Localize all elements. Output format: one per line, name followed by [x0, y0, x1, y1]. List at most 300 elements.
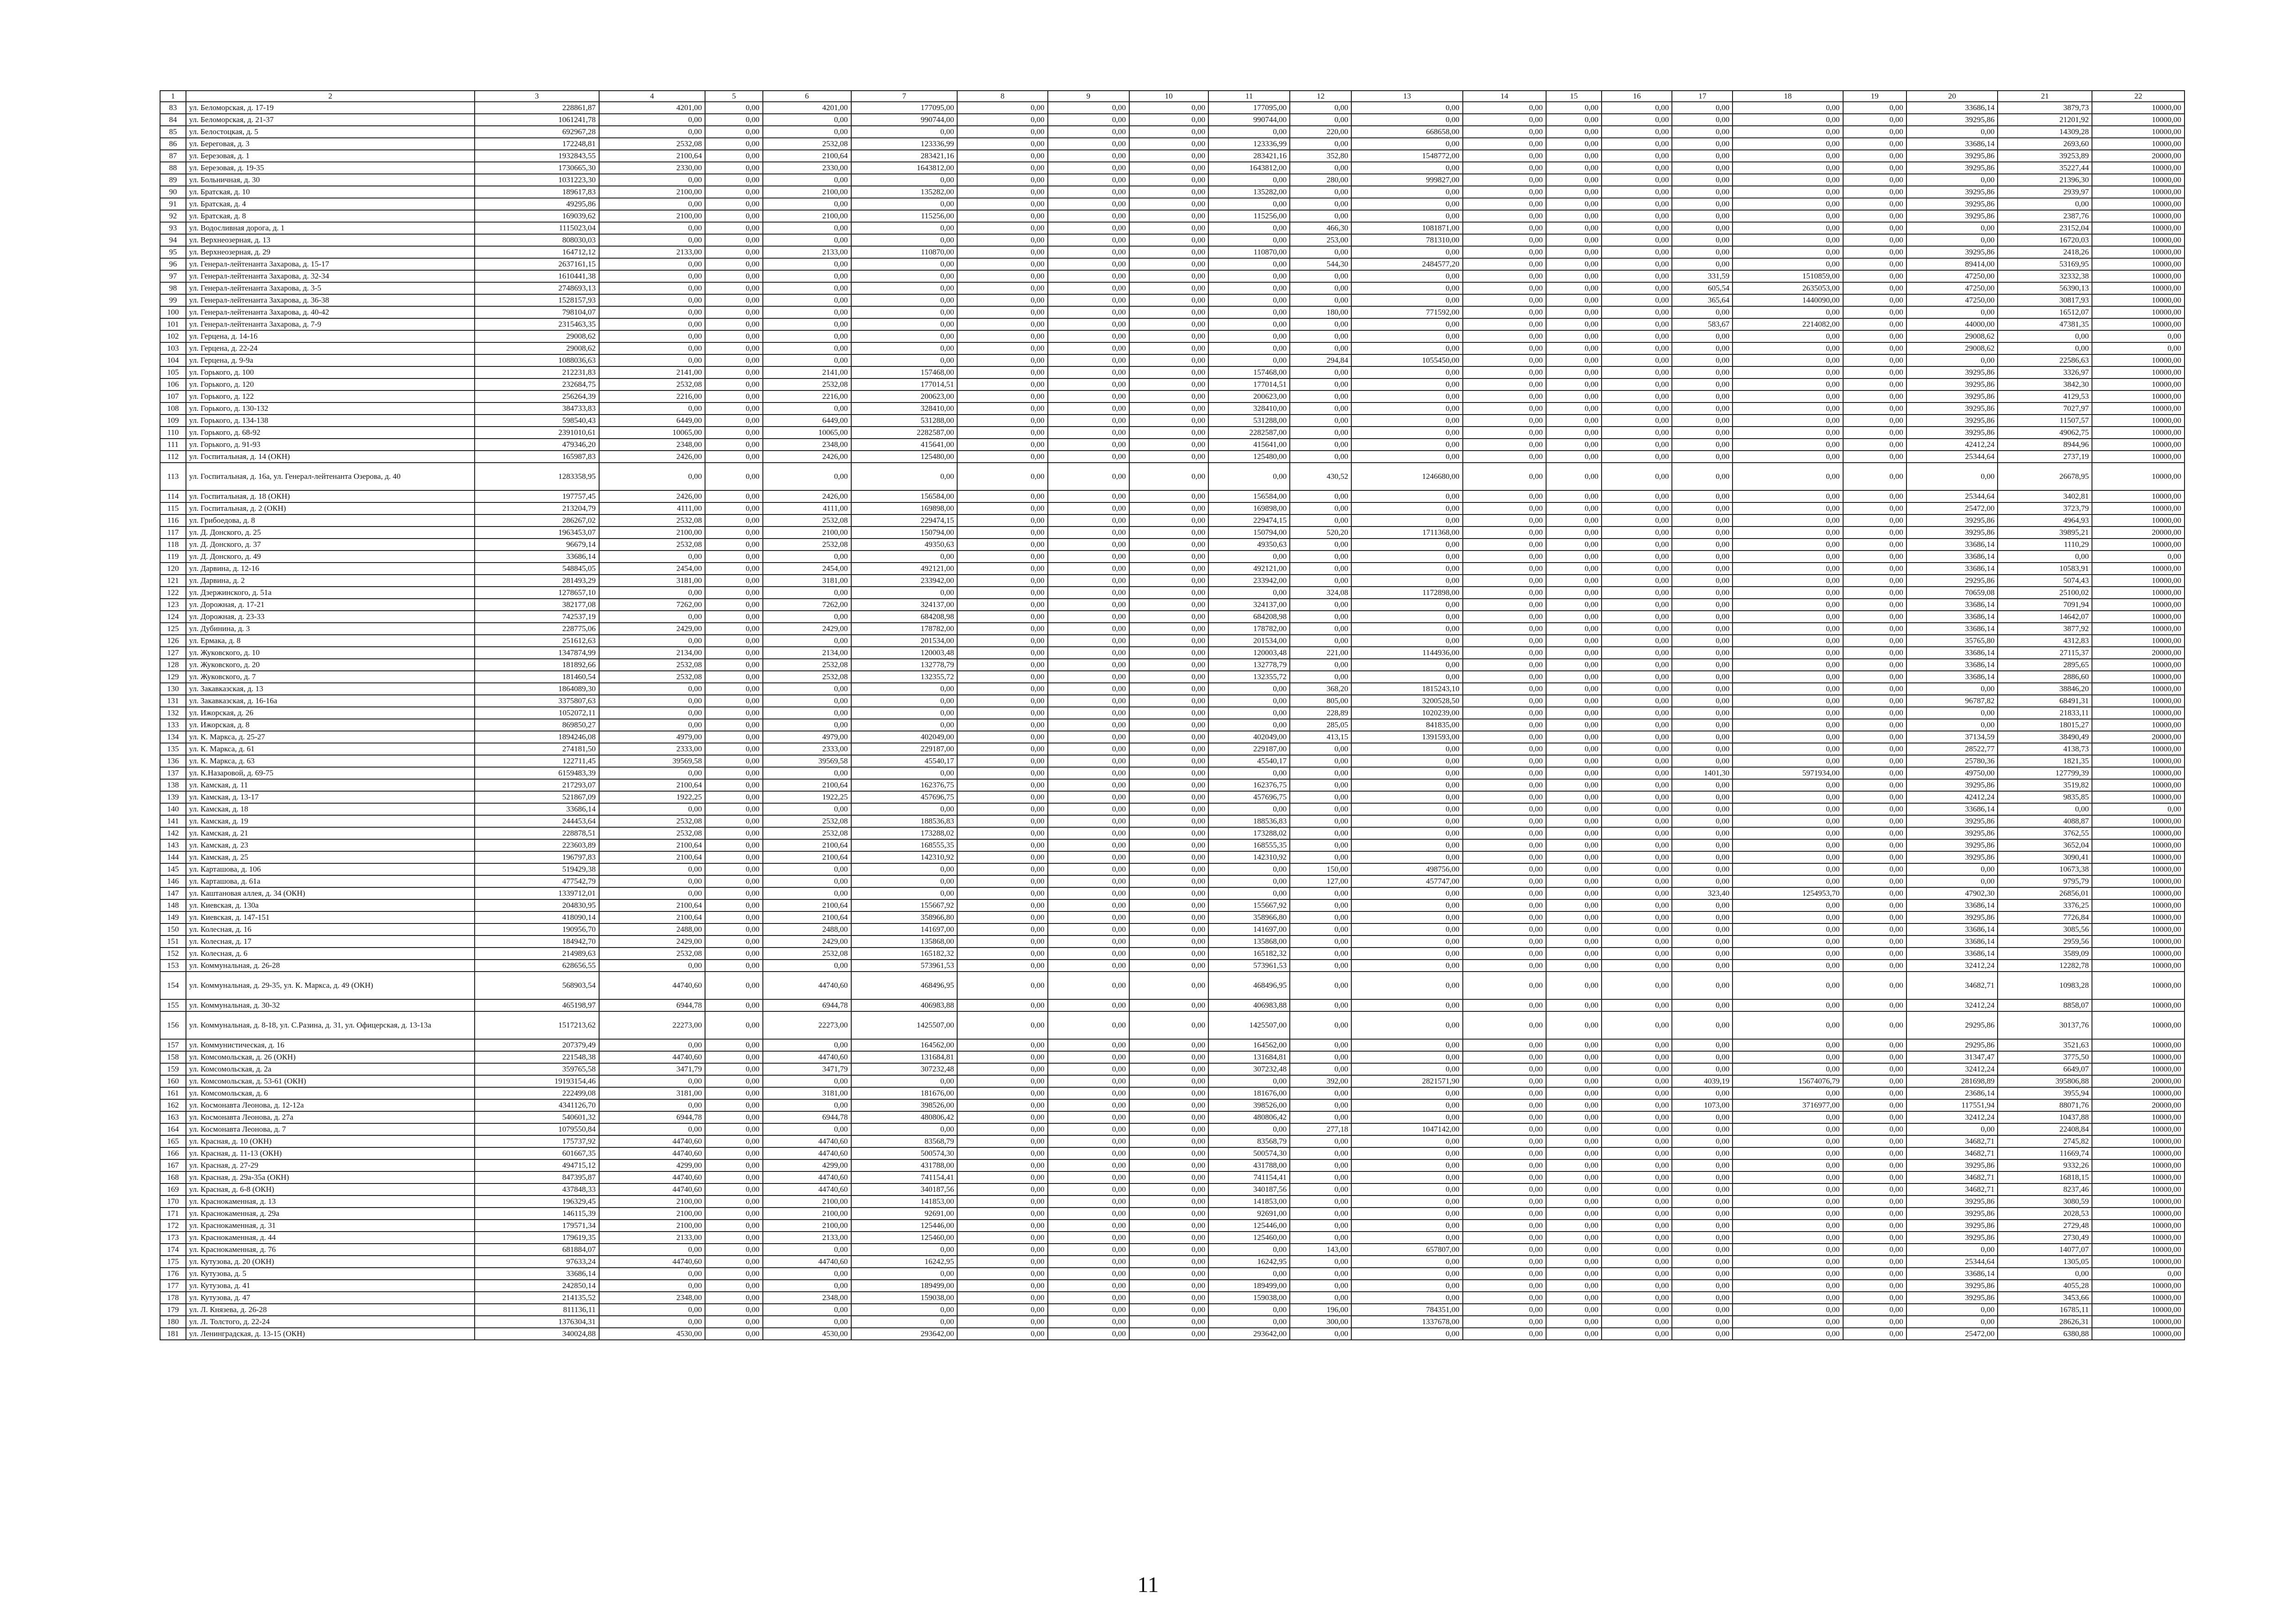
value-cell: 172248,81 — [475, 138, 599, 150]
value-cell: 0,00 — [705, 743, 762, 755]
value-cell: 0,00 — [1843, 234, 1906, 246]
value-cell: 8944,96 — [1998, 439, 2092, 451]
value-cell: 10000,00 — [2092, 719, 2185, 731]
value-cell: 0,00 — [1129, 972, 1209, 999]
value-cell: 0,00 — [1463, 1268, 1546, 1280]
value-cell: 0,00 — [1602, 791, 1672, 803]
value-cell: 0,00 — [1048, 551, 1129, 563]
value-cell: 0,00 — [1048, 1328, 1129, 1340]
value-cell: 2532,08 — [763, 827, 851, 839]
address-cell: ул. Комсомольская, д. 53-61 (ОКН) — [186, 1075, 475, 1087]
address-cell: ул. Жуковского, д. 10 — [186, 647, 475, 659]
value-cell: 0,00 — [957, 999, 1047, 1011]
value-cell: 39295,86 — [1906, 1208, 1998, 1220]
table-row — [160, 827, 2185, 839]
column-number-18: 18 — [1733, 91, 1843, 102]
value-cell: 684208,98 — [1208, 611, 1290, 623]
column-number-5: 5 — [705, 91, 762, 102]
value-cell: 10000,00 — [2092, 502, 2185, 514]
value-cell: 0,00 — [1546, 234, 1602, 246]
value-cell: 0,00 — [1463, 270, 1546, 282]
value-cell: 3775,50 — [1998, 1051, 2092, 1063]
value-cell: 0,00 — [1733, 514, 1843, 527]
value-cell: 0,00 — [1463, 948, 1546, 960]
address-cell: ул. Красная, д. 11-13 (ОКН) — [186, 1147, 475, 1159]
value-cell: 10000,00 — [2092, 695, 2185, 707]
value-cell: 0,00 — [1546, 1123, 1602, 1135]
value-cell: 0,00 — [705, 635, 762, 647]
value-cell: 0,00 — [1733, 551, 1843, 563]
value-cell: 0,00 — [1672, 415, 1733, 427]
value-cell: 25344,64 — [1906, 451, 1998, 463]
value-cell: 10000,00 — [2092, 815, 2185, 827]
value-cell: 0,00 — [763, 198, 851, 210]
value-cell: 2532,08 — [763, 948, 851, 960]
value-cell: 0,00 — [957, 1147, 1047, 1159]
value-cell: 0,00 — [1290, 972, 1351, 999]
column-number-1: 1 — [160, 91, 186, 102]
address-cell: ул. Космонавта Леонова, д. 27а — [186, 1111, 475, 1123]
value-cell: 0,00 — [1843, 1159, 1906, 1171]
column-number-7: 7 — [851, 91, 958, 102]
value-cell: 39295,86 — [1906, 839, 1998, 851]
value-cell: 0,00 — [1208, 270, 1290, 282]
value-cell: 0,00 — [2092, 1268, 2185, 1280]
value-cell: 0,00 — [1602, 1316, 1672, 1328]
value-cell: 0,00 — [957, 707, 1047, 719]
value-cell: 38490,49 — [1998, 731, 2092, 743]
value-cell: 0,00 — [705, 767, 762, 779]
value-cell: 2737,19 — [1998, 451, 2092, 463]
value-cell: 0,00 — [1290, 563, 1351, 575]
value-cell: 4979,00 — [763, 731, 851, 743]
row-number-cell: 163 — [160, 1111, 186, 1123]
value-cell: 0,00 — [763, 803, 851, 815]
value-cell: 0,00 — [1048, 1304, 1129, 1316]
address-cell: ул. Генерал-лейтенанта Захарова, д. 7-9 — [186, 318, 475, 330]
value-cell: 0,00 — [957, 731, 1047, 743]
value-cell: 2939,97 — [1998, 186, 2092, 198]
value-cell: 0,00 — [1351, 575, 1462, 587]
address-cell: ул. Камская, д. 11 — [186, 779, 475, 791]
value-cell: 0,00 — [1129, 1208, 1209, 1220]
value-cell: 0,00 — [1129, 827, 1209, 839]
value-cell: 0,00 — [1672, 935, 1733, 948]
value-cell: 0,00 — [1463, 354, 1546, 366]
value-cell: 0,00 — [1463, 815, 1546, 827]
value-cell: 0,00 — [1463, 126, 1546, 138]
value-cell: 127799,39 — [1998, 767, 2092, 779]
value-cell: 0,00 — [1546, 539, 1602, 551]
value-cell: 0,00 — [1672, 174, 1733, 186]
value-cell: 0,00 — [1602, 1011, 1672, 1039]
value-cell: 10000,00 — [2092, 1208, 2185, 1220]
value-cell: 0,00 — [957, 246, 1047, 258]
value-cell: 0,00 — [1733, 527, 1843, 539]
value-cell: 0,00 — [1129, 1183, 1209, 1196]
value-cell: 3716977,00 — [1733, 1099, 1843, 1111]
value-cell: 0,00 — [957, 683, 1047, 695]
value-cell: 0,00 — [1546, 767, 1602, 779]
row-number-cell: 92 — [160, 210, 186, 222]
value-cell: 2100,64 — [599, 851, 706, 863]
value-cell: 125446,00 — [851, 1220, 958, 1232]
value-cell: 0,00 — [1129, 415, 1209, 427]
value-cell: 0,00 — [1733, 707, 1843, 719]
value-cell: 4530,00 — [599, 1328, 706, 1340]
value-cell: 47250,00 — [1906, 270, 1998, 282]
value-cell: 0,00 — [1998, 342, 2092, 354]
value-cell: 0,00 — [1351, 1208, 1462, 1220]
value-cell: 0,00 — [1733, 162, 1843, 174]
value-cell: 2693,60 — [1998, 138, 2092, 150]
value-cell: 0,00 — [599, 719, 706, 731]
address-cell: ул. Д. Донского, д. 37 — [186, 539, 475, 551]
value-cell: 0,00 — [1208, 551, 1290, 563]
value-cell: 178782,00 — [851, 623, 958, 635]
value-cell: 0,00 — [1843, 282, 1906, 294]
row-number-cell: 87 — [160, 150, 186, 162]
value-cell: 23152,04 — [1998, 222, 2092, 234]
value-cell: 120003,48 — [851, 647, 958, 659]
value-cell: 0,00 — [1463, 1051, 1546, 1063]
value-cell: 0,00 — [705, 935, 762, 948]
value-cell: 0,00 — [1129, 851, 1209, 863]
row-number-cell: 134 — [160, 731, 186, 743]
value-cell: 0,00 — [1351, 246, 1462, 258]
value-cell: 0,00 — [599, 306, 706, 318]
value-cell: 0,00 — [1129, 1087, 1209, 1099]
value-cell: 6944,78 — [599, 999, 706, 1011]
row-number-cell: 168 — [160, 1171, 186, 1183]
table-row — [160, 851, 2185, 863]
value-cell: 0,00 — [1733, 935, 1843, 948]
value-cell: 25344,64 — [1906, 490, 1998, 502]
value-cell: 0,00 — [1463, 1135, 1546, 1147]
value-cell: 4312,83 — [1998, 635, 2092, 647]
value-cell: 132778,79 — [1208, 659, 1290, 671]
value-cell: 56390,13 — [1998, 282, 2092, 294]
value-cell: 0,00 — [1546, 827, 1602, 839]
value-cell: 0,00 — [1463, 222, 1546, 234]
value-cell: 0,00 — [1733, 1063, 1843, 1075]
value-cell: 20000,00 — [2092, 1099, 2185, 1111]
row-number-cell: 108 — [160, 403, 186, 415]
value-cell: 457696,75 — [851, 791, 958, 803]
value-cell: 0,00 — [1048, 186, 1129, 198]
value-cell: 39295,86 — [1906, 210, 1998, 222]
value-cell: 97633,24 — [475, 1256, 599, 1268]
value-cell: 0,00 — [1463, 972, 1546, 999]
value-cell: 0,00 — [957, 514, 1047, 527]
value-cell: 0,00 — [1351, 451, 1462, 463]
value-cell: 0,00 — [957, 659, 1047, 671]
value-cell: 0,00 — [1672, 1147, 1733, 1159]
value-cell: 33686,14 — [1906, 611, 1998, 623]
value-cell: 0,00 — [1129, 839, 1209, 851]
value-cell: 413,15 — [1290, 731, 1351, 743]
value-cell: 0,00 — [1843, 851, 1906, 863]
value-cell: 0,00 — [1843, 318, 1906, 330]
value-cell: 0,00 — [1733, 851, 1843, 863]
value-cell: 0,00 — [957, 490, 1047, 502]
value-cell: 2532,08 — [599, 378, 706, 390]
value-cell: 0,00 — [1463, 427, 1546, 439]
value-cell: 0,00 — [957, 635, 1047, 647]
value-cell: 0,00 — [1733, 1051, 1843, 1063]
value-cell: 0,00 — [705, 427, 762, 439]
value-cell: 34682,71 — [1906, 1147, 1998, 1159]
value-cell: 457696,75 — [1208, 791, 1290, 803]
address-cell: ул. Д. Донского, д. 49 — [186, 551, 475, 563]
value-cell: 1055450,00 — [1351, 354, 1462, 366]
row-number-cell: 180 — [160, 1316, 186, 1328]
value-cell: 2282587,00 — [1208, 427, 1290, 439]
value-cell: 0,00 — [1048, 502, 1129, 514]
value-cell: 115256,00 — [851, 210, 958, 222]
value-cell: 0,00 — [1672, 779, 1733, 791]
value-cell: 44740,60 — [763, 1183, 851, 1196]
value-cell: 0,00 — [1290, 575, 1351, 587]
value-cell: 0,00 — [1602, 403, 1672, 415]
value-cell: 10437,88 — [1998, 1111, 2092, 1123]
value-cell: 0,00 — [1129, 366, 1209, 378]
value-cell: 42412,24 — [1906, 439, 1998, 451]
value-cell: 2100,00 — [763, 1196, 851, 1208]
value-cell: 0,00 — [599, 342, 706, 354]
value-cell: 0,00 — [1733, 390, 1843, 403]
value-cell: 0,00 — [1129, 527, 1209, 539]
value-cell: 0,00 — [851, 234, 958, 246]
value-cell: 0,00 — [1129, 599, 1209, 611]
value-cell: 0,00 — [1672, 587, 1733, 599]
value-cell: 127,00 — [1290, 875, 1351, 887]
value-cell: 0,00 — [1546, 330, 1602, 342]
value-cell: 0,00 — [705, 403, 762, 415]
value-cell: 0,00 — [851, 294, 958, 306]
value-cell: 3519,82 — [1998, 779, 2092, 791]
value-cell: 0,00 — [1129, 539, 1209, 551]
address-cell: ул. Жуковского, д. 20 — [186, 659, 475, 671]
value-cell: 0,00 — [705, 815, 762, 827]
row-number-cell: 126 — [160, 635, 186, 647]
value-cell: 798104,07 — [475, 306, 599, 318]
value-cell: 0,00 — [705, 911, 762, 923]
table-row — [160, 539, 2185, 551]
value-cell: 0,00 — [1129, 502, 1209, 514]
value-cell: 3326,97 — [1998, 366, 2092, 378]
value-cell: 0,00 — [1843, 162, 1906, 174]
value-cell: 141853,00 — [851, 1196, 958, 1208]
value-cell: 0,00 — [1602, 1147, 1672, 1159]
value-cell: 0,00 — [1208, 318, 1290, 330]
value-cell: 0,00 — [1546, 887, 1602, 899]
value-cell: 0,00 — [1546, 451, 1602, 463]
value-cell: 0,00 — [957, 354, 1047, 366]
value-cell: 0,00 — [1463, 551, 1546, 563]
value-cell: 0,00 — [1048, 1256, 1129, 1268]
value-cell: 0,00 — [1463, 791, 1546, 803]
value-cell: 0,00 — [1672, 923, 1733, 935]
value-cell: 135282,00 — [851, 186, 958, 198]
value-cell: 1643812,00 — [851, 162, 958, 174]
value-cell: 0,00 — [1843, 815, 1906, 827]
value-cell: 0,00 — [1843, 1220, 1906, 1232]
value-cell: 0,00 — [957, 1292, 1047, 1304]
value-cell: 281698,89 — [1906, 1075, 1998, 1087]
value-cell: 33686,14 — [1906, 599, 1998, 611]
value-cell: 39295,86 — [1906, 1232, 1998, 1244]
value-cell: 0,00 — [1463, 318, 1546, 330]
value-cell: 0,00 — [1546, 306, 1602, 318]
value-cell: 0,00 — [851, 1123, 958, 1135]
value-cell: 0,00 — [1463, 174, 1546, 186]
value-cell: 0,00 — [1733, 1039, 1843, 1051]
value-cell: 33686,14 — [1906, 659, 1998, 671]
value-cell: 0,00 — [1048, 427, 1129, 439]
value-cell: 0,00 — [1546, 246, 1602, 258]
value-cell: 0,00 — [1672, 138, 1733, 150]
value-cell: 0,00 — [1463, 1147, 1546, 1159]
value-cell: 26856,01 — [1998, 887, 2092, 899]
value-cell: 0,00 — [599, 1280, 706, 1292]
value-cell: 0,00 — [957, 563, 1047, 575]
value-cell: 0,00 — [851, 803, 958, 815]
value-cell: 2100,00 — [763, 1208, 851, 1220]
value-cell: 0,00 — [1843, 671, 1906, 683]
address-cell: ул. Каштановая аллея, д. 34 (ОКН) — [186, 887, 475, 899]
value-cell: 0,00 — [1048, 102, 1129, 114]
value-cell: 0,00 — [1843, 875, 1906, 887]
value-cell: 141697,00 — [1208, 923, 1290, 935]
value-cell: 0,00 — [1602, 174, 1672, 186]
value-cell: 33686,14 — [1906, 1268, 1998, 1280]
address-cell: ул. Камская, д. 13-17 — [186, 791, 475, 803]
value-cell: 0,00 — [957, 899, 1047, 911]
value-cell: 0,00 — [1546, 1087, 1602, 1099]
value-cell: 0,00 — [2092, 803, 2185, 815]
value-cell: 402049,00 — [851, 731, 958, 743]
value-cell: 0,00 — [1998, 198, 2092, 210]
value-cell: 2100,64 — [763, 911, 851, 923]
value-cell: 0,00 — [1048, 1220, 1129, 1232]
value-cell: 0,00 — [1463, 378, 1546, 390]
value-cell: 0,00 — [957, 451, 1047, 463]
value-cell: 283421,16 — [1208, 150, 1290, 162]
value-cell: 0,00 — [851, 1268, 958, 1280]
value-cell: 0,00 — [1351, 972, 1462, 999]
value-cell: 0,00 — [1129, 174, 1209, 186]
row-number-cell: 93 — [160, 222, 186, 234]
value-cell: 0,00 — [1463, 1304, 1546, 1316]
value-cell: 141853,00 — [1208, 1196, 1290, 1208]
value-cell: 10000,00 — [2092, 126, 2185, 138]
value-cell: 20000,00 — [2092, 527, 2185, 539]
row-number-cell: 125 — [160, 623, 186, 635]
value-cell: 0,00 — [1733, 719, 1843, 731]
value-cell: 0,00 — [1733, 683, 1843, 695]
row-number-cell: 152 — [160, 948, 186, 960]
value-cell: 6449,00 — [763, 415, 851, 427]
value-cell: 0,00 — [1048, 671, 1129, 683]
value-cell: 0,00 — [1843, 330, 1906, 342]
value-cell: 0,00 — [1672, 1039, 1733, 1051]
value-cell: 3877,92 — [1998, 623, 2092, 635]
value-cell: 0,00 — [1843, 451, 1906, 463]
value-cell: 83568,79 — [1208, 1135, 1290, 1147]
value-cell: 0,00 — [1672, 683, 1733, 695]
value-cell: 0,00 — [1129, 1304, 1209, 1316]
value-cell: 0,00 — [957, 1196, 1047, 1208]
value-cell: 0,00 — [1602, 527, 1672, 539]
value-cell: 0,00 — [1208, 875, 1290, 887]
value-cell: 0,00 — [1733, 1256, 1843, 1268]
value-cell: 0,00 — [1733, 875, 1843, 887]
value-cell: 2100,64 — [599, 839, 706, 851]
value-cell: 3181,00 — [599, 1087, 706, 1099]
value-cell: 0,00 — [1129, 282, 1209, 294]
value-cell: 123336,99 — [851, 138, 958, 150]
value-cell: 0,00 — [1546, 318, 1602, 330]
value-cell: 2532,08 — [599, 138, 706, 150]
value-cell: 0,00 — [1672, 791, 1733, 803]
value-cell: 0,00 — [1351, 138, 1462, 150]
row-number-cell: 169 — [160, 1183, 186, 1196]
value-cell: 6944,78 — [763, 1111, 851, 1123]
row-number-cell: 128 — [160, 659, 186, 671]
value-cell: 0,00 — [1351, 899, 1462, 911]
value-cell: 0,00 — [1463, 234, 1546, 246]
address-cell: ул. Комсомольская, д. 26 (ОКН) — [186, 1051, 475, 1063]
value-cell: 1031223,30 — [475, 174, 599, 186]
value-cell: 4055,28 — [1998, 1280, 2092, 1292]
value-cell: 0,00 — [1672, 162, 1733, 174]
value-cell: 0,00 — [957, 198, 1047, 210]
value-cell: 156584,00 — [851, 490, 958, 502]
value-cell: 0,00 — [1733, 354, 1843, 366]
value-cell: 0,00 — [1672, 1111, 1733, 1123]
table-row — [160, 1208, 2185, 1220]
value-cell: 232684,75 — [475, 378, 599, 390]
value-cell: 2895,65 — [1998, 659, 2092, 671]
value-cell: 0,00 — [1463, 863, 1546, 875]
value-cell: 44740,60 — [763, 1147, 851, 1159]
value-cell: 25780,36 — [1906, 755, 1998, 767]
value-cell: 0,00 — [1048, 366, 1129, 378]
value-cell: 0,00 — [1129, 695, 1209, 707]
value-cell: 0,00 — [705, 150, 762, 162]
value-cell: 0,00 — [957, 463, 1047, 490]
value-cell: 0,00 — [957, 887, 1047, 899]
value-cell: 0,00 — [763, 1244, 851, 1256]
value-cell: 0,00 — [957, 791, 1047, 803]
value-cell: 0,00 — [1672, 755, 1733, 767]
value-cell: 0,00 — [1602, 378, 1672, 390]
value-cell: 0,00 — [1733, 1220, 1843, 1232]
value-cell: 6944,78 — [599, 1111, 706, 1123]
value-cell: 0,00 — [1602, 102, 1672, 114]
value-cell: 0,00 — [1048, 138, 1129, 150]
value-cell: 0,00 — [1733, 923, 1843, 935]
value-cell: 0,00 — [1672, 839, 1733, 851]
value-cell: 0,00 — [1208, 463, 1290, 490]
value-cell: 0,00 — [599, 551, 706, 563]
address-cell: ул. Госпитальная, д. 2 (ОКН) — [186, 502, 475, 514]
address-cell: ул. Камская, д. 18 — [186, 803, 475, 815]
column-number-2: 2 — [186, 91, 475, 102]
value-cell: 0,00 — [1208, 354, 1290, 366]
value-cell: 14642,07 — [1998, 611, 2092, 623]
